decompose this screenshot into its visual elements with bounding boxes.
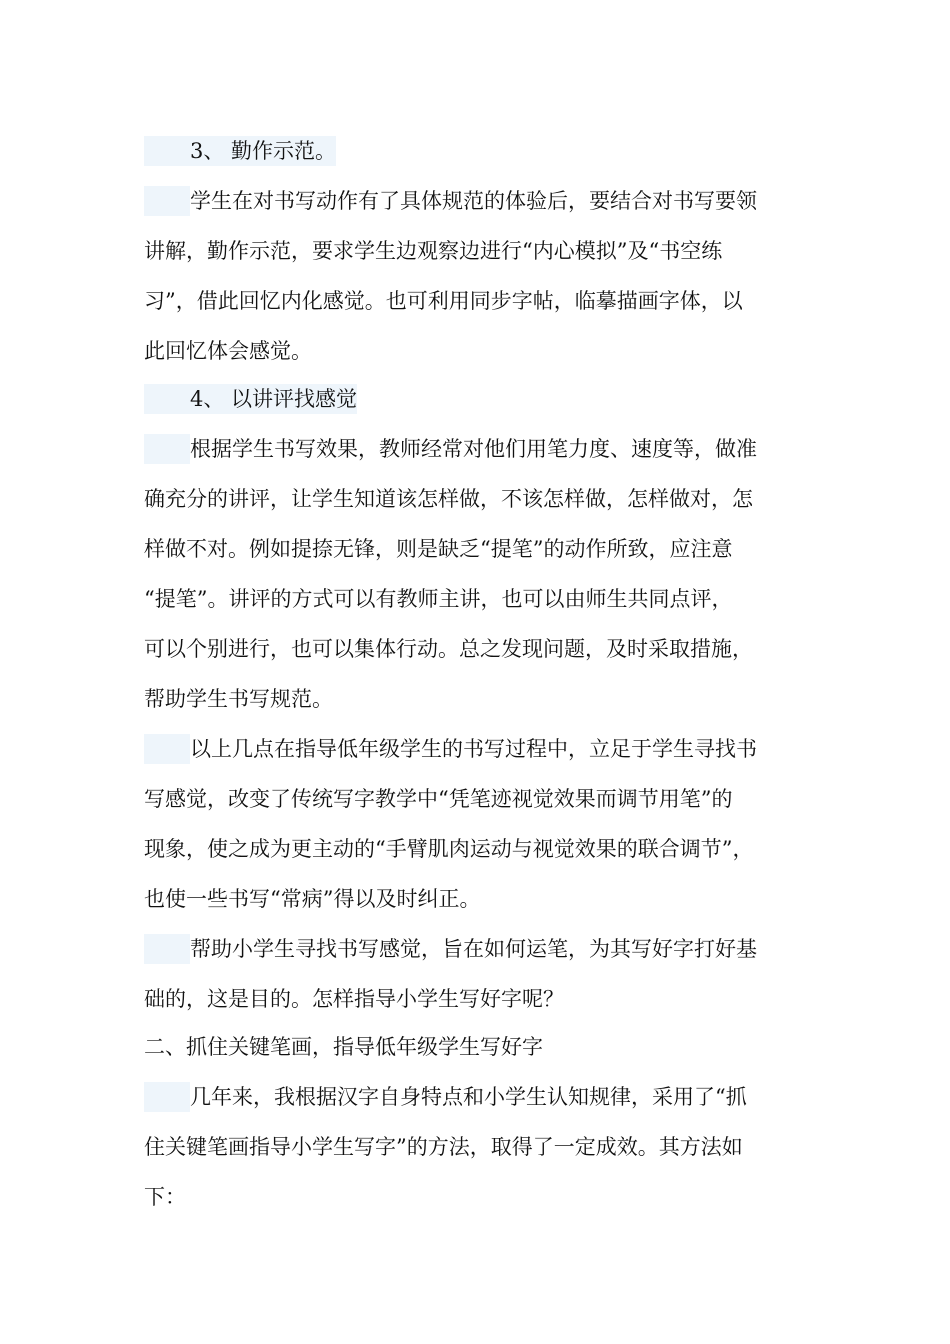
section-heading-4 bbox=[144, 384, 357, 414]
paragraph-line bbox=[144, 286, 743, 316]
paragraph-line bbox=[144, 236, 722, 266]
line-text: 确充分的讲评，让学生知道该怎样做，不该怎样做，怎样做对，怎 bbox=[144, 487, 753, 511]
paragraph-line bbox=[144, 484, 753, 514]
line-text: 此回忆体会感觉。 bbox=[144, 339, 312, 363]
paragraph-line bbox=[144, 884, 480, 914]
paragraph-line bbox=[144, 784, 732, 814]
paragraph-line bbox=[144, 634, 753, 664]
line-text: 下： bbox=[144, 1185, 186, 1209]
line-text: 几年来，我根据汉字自身特点和小学生认知规律，采用了“抓 bbox=[190, 1085, 747, 1109]
line-text: 4、 以讲评找感觉 bbox=[190, 387, 358, 411]
paragraph-line bbox=[144, 984, 564, 1014]
paragraph-line bbox=[144, 434, 757, 464]
paragraph-line bbox=[144, 1182, 186, 1212]
line-text: 可以个别进行，也可以集体行动。总之发现问题，及时采取措施， bbox=[144, 637, 753, 661]
paragraph-line bbox=[144, 734, 757, 764]
paragraph-line bbox=[144, 186, 757, 216]
line-text: 习”，借此回忆内化感觉。也可利用同步字帖，临摹描画字体，以 bbox=[144, 289, 743, 313]
line-text: “提笔”。讲评的方式可以有教师主讲，也可以由师生共同点评， bbox=[144, 587, 733, 611]
line-text: 以上几点在指导低年级学生的书写过程中，立足于学生寻找书 bbox=[190, 737, 757, 761]
line-text: 也使一些书写“常病”得以及时纠正。 bbox=[144, 887, 481, 911]
line-text: 3、 勤作示范。 bbox=[190, 139, 337, 163]
paragraph-line bbox=[144, 1132, 743, 1162]
paragraph-line bbox=[144, 1082, 747, 1112]
section-heading-3 bbox=[144, 136, 336, 166]
line-text: 讲解，勤作示范，要求学生边观察边进行“内心模拟”及“书空练 bbox=[144, 239, 723, 263]
section-heading-2 bbox=[144, 1032, 543, 1062]
line-text: 写感觉，改变了传统写字教学中“凭笔迹视觉效果而调节用笔”的 bbox=[144, 787, 733, 811]
line-text: 样做不对。例如提捺无锋，则是缺乏“提笔”的动作所致，应注意 bbox=[144, 537, 733, 561]
paragraph-line bbox=[144, 834, 753, 864]
line-text: 础的，这是目的。怎样指导小学生写好字呢？ bbox=[144, 987, 564, 1011]
line-text: 现象，使之成为更主动的“手臂肌肉运动与视觉效果的联合调节”， bbox=[144, 837, 754, 861]
line-text: 根据学生书写效果，教师经常对他们用笔力度、速度等，做准 bbox=[190, 437, 757, 461]
line-text: 二、抓住关键笔画，指导低年级学生写好字 bbox=[144, 1035, 543, 1059]
paragraph-line bbox=[144, 336, 312, 366]
line-text: 学生在对书写动作有了具体规范的体验后，要结合对书写要领 bbox=[190, 189, 757, 213]
line-text: 住关键笔画指导小学生写字”的方法，取得了一定成效。其方法如 bbox=[144, 1135, 743, 1159]
paragraph-line bbox=[144, 684, 333, 714]
line-text: 帮助小学生寻找书写感觉，旨在如何运笔，为其写好字打好基 bbox=[190, 937, 757, 961]
paragraph-line bbox=[144, 534, 732, 564]
paragraph-line bbox=[144, 584, 732, 614]
line-text: 帮助学生书写规范。 bbox=[144, 687, 333, 711]
paragraph-line bbox=[144, 934, 757, 964]
